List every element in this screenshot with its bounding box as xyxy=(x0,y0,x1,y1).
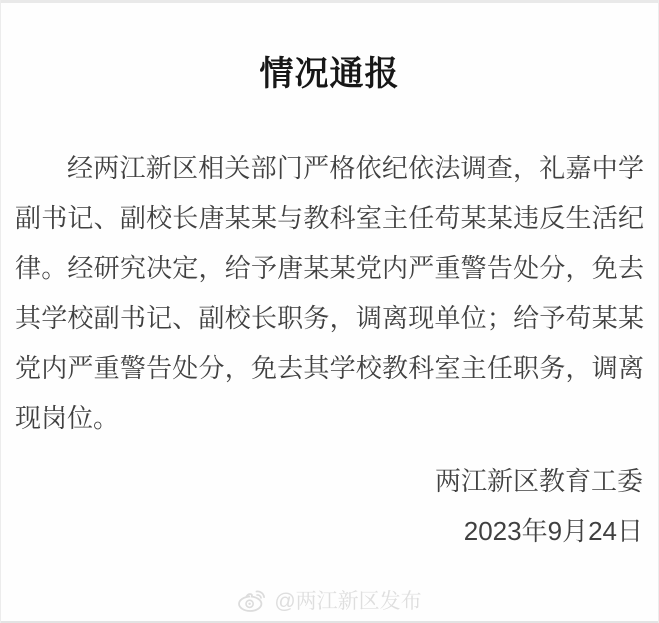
signature-org: 两江新区教育工委 xyxy=(434,466,643,496)
watermark-text: @两江新区发布 xyxy=(274,590,422,613)
signature-date: 2023年9月24日 xyxy=(463,516,643,546)
notice-body-paragraph: 经两江新区相关部门严格依纪依法调查，礼嘉中学副书记、副校长唐某某与教科室主任苟某某违反生活纪律。经研究决定，给予唐某某党内严重警告处分，免去其学校副书记、副校长职务，调离现单位；给予苟某某党内严重警告处分，免去其学校教科室主任职务，调离现岗位。 xyxy=(15,153,644,433)
weibo-icon xyxy=(237,587,267,613)
signature-block xyxy=(1,456,643,556)
watermark xyxy=(1,585,658,615)
notice-title: 情况通报 xyxy=(259,55,400,93)
top-edge-strip xyxy=(1,0,658,3)
